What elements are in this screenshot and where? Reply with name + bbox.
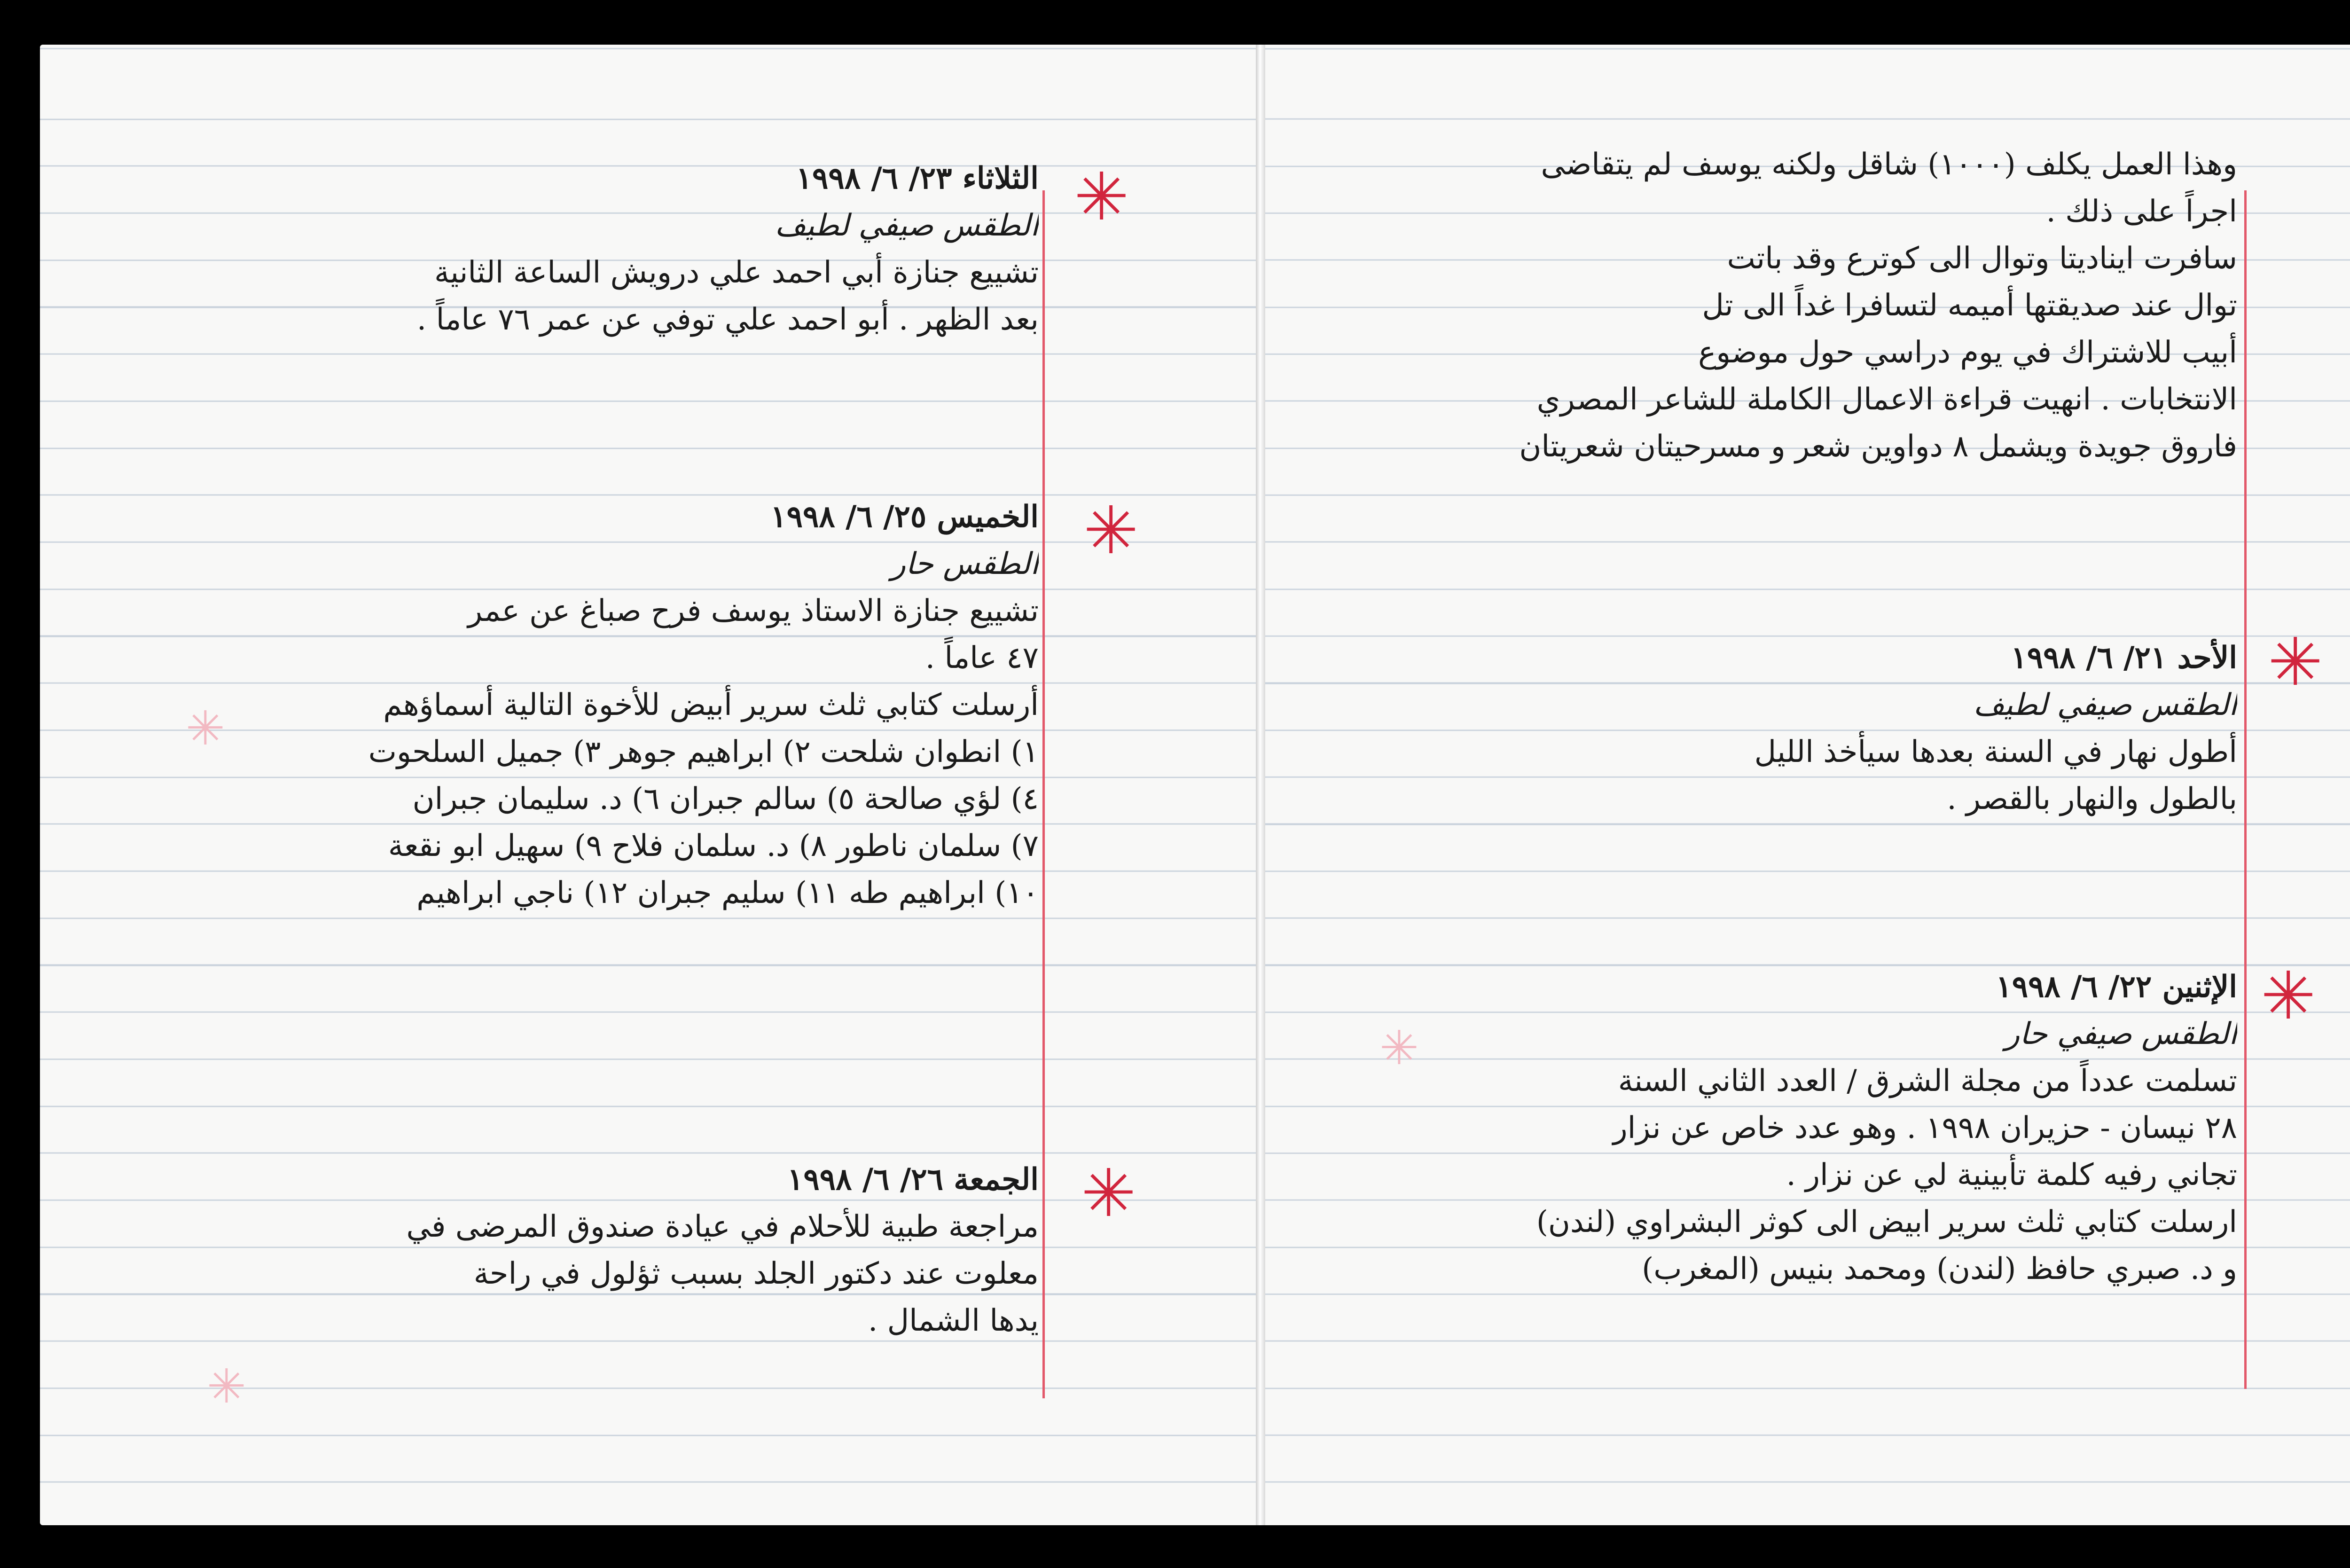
- entry-date: الأحد ٢١/ ٦/ ١٩٩٨: [2011, 640, 2237, 675]
- text-line: وهذا العمل يكلف (١٠٠٠) شاقل ولكنه يوسف لم يتقاضى: [1541, 147, 2237, 182]
- text-line: ٤) لؤي صالحة ٥) سالم جبران ٦) د. سليمان جبران: [412, 782, 1039, 816]
- entry-weather: الطقس صيفي حار: [2005, 1017, 2237, 1051]
- entry-date: الجمعة ٢٦/ ٦/ ١٩٩٨: [787, 1162, 1039, 1197]
- text-line: أبيب للاشتراك في يوم دراسي حول موضوع: [1698, 335, 2237, 370]
- diary-entry: [1419, 964, 2237, 1293]
- text-line: فاروق جويدة ويشمل ٨ دواوين شعر و مسرحيتان شعريتان: [1519, 429, 2237, 464]
- right-margin-line: [2244, 190, 2247, 1389]
- text-line: و د. صبري حافظ (لندن) ومحمد بنيس (المغرب): [1642, 1252, 2237, 1286]
- entry-weather: الطقس صيفي لطيف: [775, 208, 1039, 243]
- text-line: ٢٨ نيسان - حزيران ١٩٩٨ . وهو عدد خاص عن نزار: [1613, 1111, 2237, 1145]
- faint-star-icon: ✳: [1379, 1020, 1419, 1075]
- text-line: تشييع جنازة الاستاذ يوسف فرح صباغ عن عمر: [468, 594, 1039, 628]
- faint-star-icon: ✳: [186, 701, 225, 756]
- text-line: بالطول والنهار بالقصر .: [1947, 782, 2237, 816]
- entry-weather: الطقس صيفي لطيف: [1973, 688, 2237, 722]
- text-line: تشييع جنازة أبي احمد علي درويش الساعة الثانية: [434, 255, 1039, 290]
- notebook-gutter: [1256, 45, 1265, 1525]
- red-star-icon: ✳: [1083, 493, 1139, 569]
- diary-entry: [183, 1156, 1039, 1344]
- text-line: أرسلت كتابي ثلث سرير أبيض للأخوة التالية أسماؤهم: [383, 688, 1039, 722]
- text-line: ١٠) ابراهيم طه ١١) سليم جبران ١٢) ناجي ابراهيم: [416, 876, 1039, 910]
- entry-date: الإثنين ٢٢/ ٦/ ١٩٩٨: [1996, 969, 2237, 1004]
- diary-entry: [183, 494, 1039, 917]
- text-line: توال عند صديقتها أميمه لتسافرا غداً الى تل: [1702, 288, 2237, 323]
- faint-star-icon: ✳: [207, 1359, 246, 1414]
- text-line: أطول نهار في السنة بعدها سيأخذ الليل: [1754, 735, 2237, 769]
- entry-weather: الطقس حار: [891, 547, 1039, 581]
- diary-entry-continued: [1419, 141, 2237, 470]
- entry-date: الخميس ٢٥/ ٦/ ١٩٩٨: [770, 499, 1039, 534]
- text-line: ٧) سلمان ناطور ٨) د. سلمان فلاح ٩) سهيل ابو نقعة: [388, 829, 1039, 863]
- text-line: بعد الظهر . أبو احمد علي توفي عن عمر ٧٦ عاماً .: [416, 302, 1039, 337]
- diary-entry: [1419, 635, 2237, 823]
- text-line: تجاني رفيه كلمة تأبينية لي عن نزار .: [1786, 1158, 2237, 1192]
- red-star-icon: ✳: [2268, 624, 2323, 701]
- diary-entry: [183, 155, 1039, 343]
- red-star-icon: ✳: [2261, 958, 2316, 1035]
- text-line: اجراً على ذلك .: [2046, 194, 2237, 229]
- text-line: مراجعة طبية للأحلام في عيادة صندوق المرضى في: [406, 1209, 1039, 1244]
- red-star-icon: ✳: [1074, 159, 1129, 235]
- text-line: ارسلت كتابي ثلث سرير ابيض الى كوثر البشراوي (لندن): [1536, 1205, 2237, 1239]
- text-line: سافرت ايناديتا وتوال الى كوترع وقد باتت: [1727, 241, 2237, 276]
- text-line: تسلمت عدداً من مجلة الشرق / العدد الثاني السنة: [1618, 1064, 2237, 1098]
- text-line: ١) انطوان شلحت ٢) ابراهيم جوهر ٣) جميل السلحوت: [368, 735, 1039, 769]
- text-line: ٤٧ عاماً .: [925, 641, 1039, 675]
- entry-date: الثلاثاء ٢٣/ ٦/ ١٩٩٨: [796, 161, 1039, 196]
- text-line: معلوت عند دكتور الجلد بسبب ثؤلول في راحة: [473, 1256, 1039, 1291]
- left-margin-line: [1042, 190, 1045, 1398]
- text-line: الانتخابات . انهيت قراءة الاعمال الكاملة للشاعر المصري: [1536, 382, 2237, 417]
- red-star-icon: ✳: [1081, 1155, 1136, 1232]
- text-line: يدها الشمال .: [868, 1303, 1039, 1338]
